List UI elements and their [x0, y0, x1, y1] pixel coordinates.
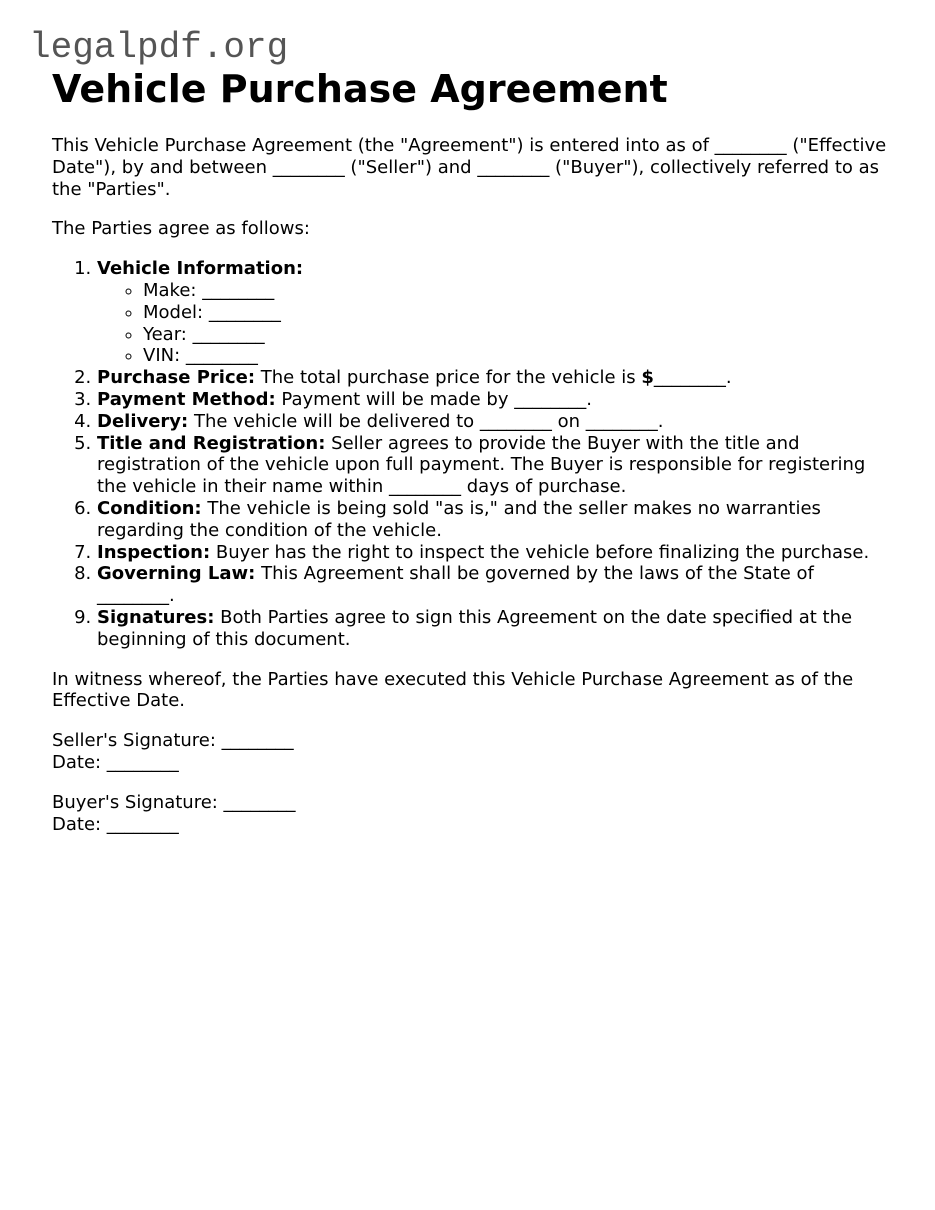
seller-signature-line: Seller's Signature: ________ [52, 730, 294, 752]
term-label: Payment Method: [97, 388, 276, 410]
term-text: Both Parties agree to sign this Agreement on the date specified at the beginning of this document. [97, 606, 853, 650]
term-condition [97, 498, 892, 542]
term-label: Signatures: [97, 606, 215, 628]
witness-paragraph: In witness whereof, the Parties have executed this Vehicle Purchase Agreement as of the Effective Date. [52, 668, 854, 712]
term-label: Delivery: [97, 410, 189, 432]
vehicle-make: ◦ Make: ________ [143, 280, 892, 302]
vehicle-details-list [97, 280, 892, 367]
term-text: The total purchase price for the vehicle is [255, 367, 642, 389]
term-label: Purchase Price: [97, 367, 256, 389]
vehicle-vin: ◦ VIN: ________ [143, 345, 892, 367]
term-vehicle-information [97, 258, 892, 367]
buyer-signature-line: Buyer's Signature: ________ [52, 791, 296, 813]
watermark-logo: legalpdf.org [29, 27, 289, 68]
term-label: Condition: [97, 497, 202, 519]
term-text: The vehicle is being sold "as is," and the seller makes no warranties regarding the condition of the vehicle. [97, 497, 821, 541]
term-payment-method [97, 389, 892, 411]
term-title-registration [97, 433, 892, 498]
seller-signature-block [52, 730, 892, 774]
term-label: Governing Law: [97, 563, 256, 585]
intro-paragraph: This Vehicle Purchase Agreement (the "Agreement") is entered into as of ________ ("Effective Date"), by and between ________ ("Seller") and ________ ("Buyer"), collectively referred to as the "Parties". [52, 135, 887, 200]
vehicle-model: ◦ Model: ________ [143, 302, 892, 324]
term-label: Inspection: [97, 541, 211, 563]
term-inspection [97, 542, 892, 564]
term-label: Vehicle Information: [97, 258, 304, 280]
vehicle-year: ◦ Year: ________ [143, 324, 892, 346]
term-text: Seller agrees to provide the Buyer with the title and registration of the vehicle upon full payment. The Buyer is responsible for registering the vehicle in their name within ________ days of purchase. [97, 432, 866, 498]
seller-date-line: Date: ________ [52, 751, 179, 773]
term-purchase-price [97, 367, 892, 389]
document-body [52, 66, 892, 835]
buyer-signature-block [52, 792, 892, 836]
term-text: This Agreement shall be governed by the laws of the State of ________. [97, 563, 814, 607]
terms-list [52, 258, 892, 650]
term-text: Payment will be made by ________. [275, 388, 592, 410]
price-blank: ________. [653, 367, 732, 389]
term-governing-law [97, 563, 892, 607]
term-text: Buyer has the right to inspect the vehicle before finalizing the purchase. [210, 541, 870, 563]
term-delivery [97, 411, 892, 433]
buyer-date-line: Date: ________ [52, 813, 179, 835]
term-signatures [97, 607, 892, 651]
price-currency: $ [641, 367, 654, 389]
term-text: The vehicle will be delivered to ________ on ________. [188, 410, 664, 432]
term-label: Title and Registration: [97, 432, 326, 454]
page-title: Vehicle Purchase Agreement [52, 67, 668, 111]
agree-line: The Parties agree as follows: [52, 218, 310, 240]
